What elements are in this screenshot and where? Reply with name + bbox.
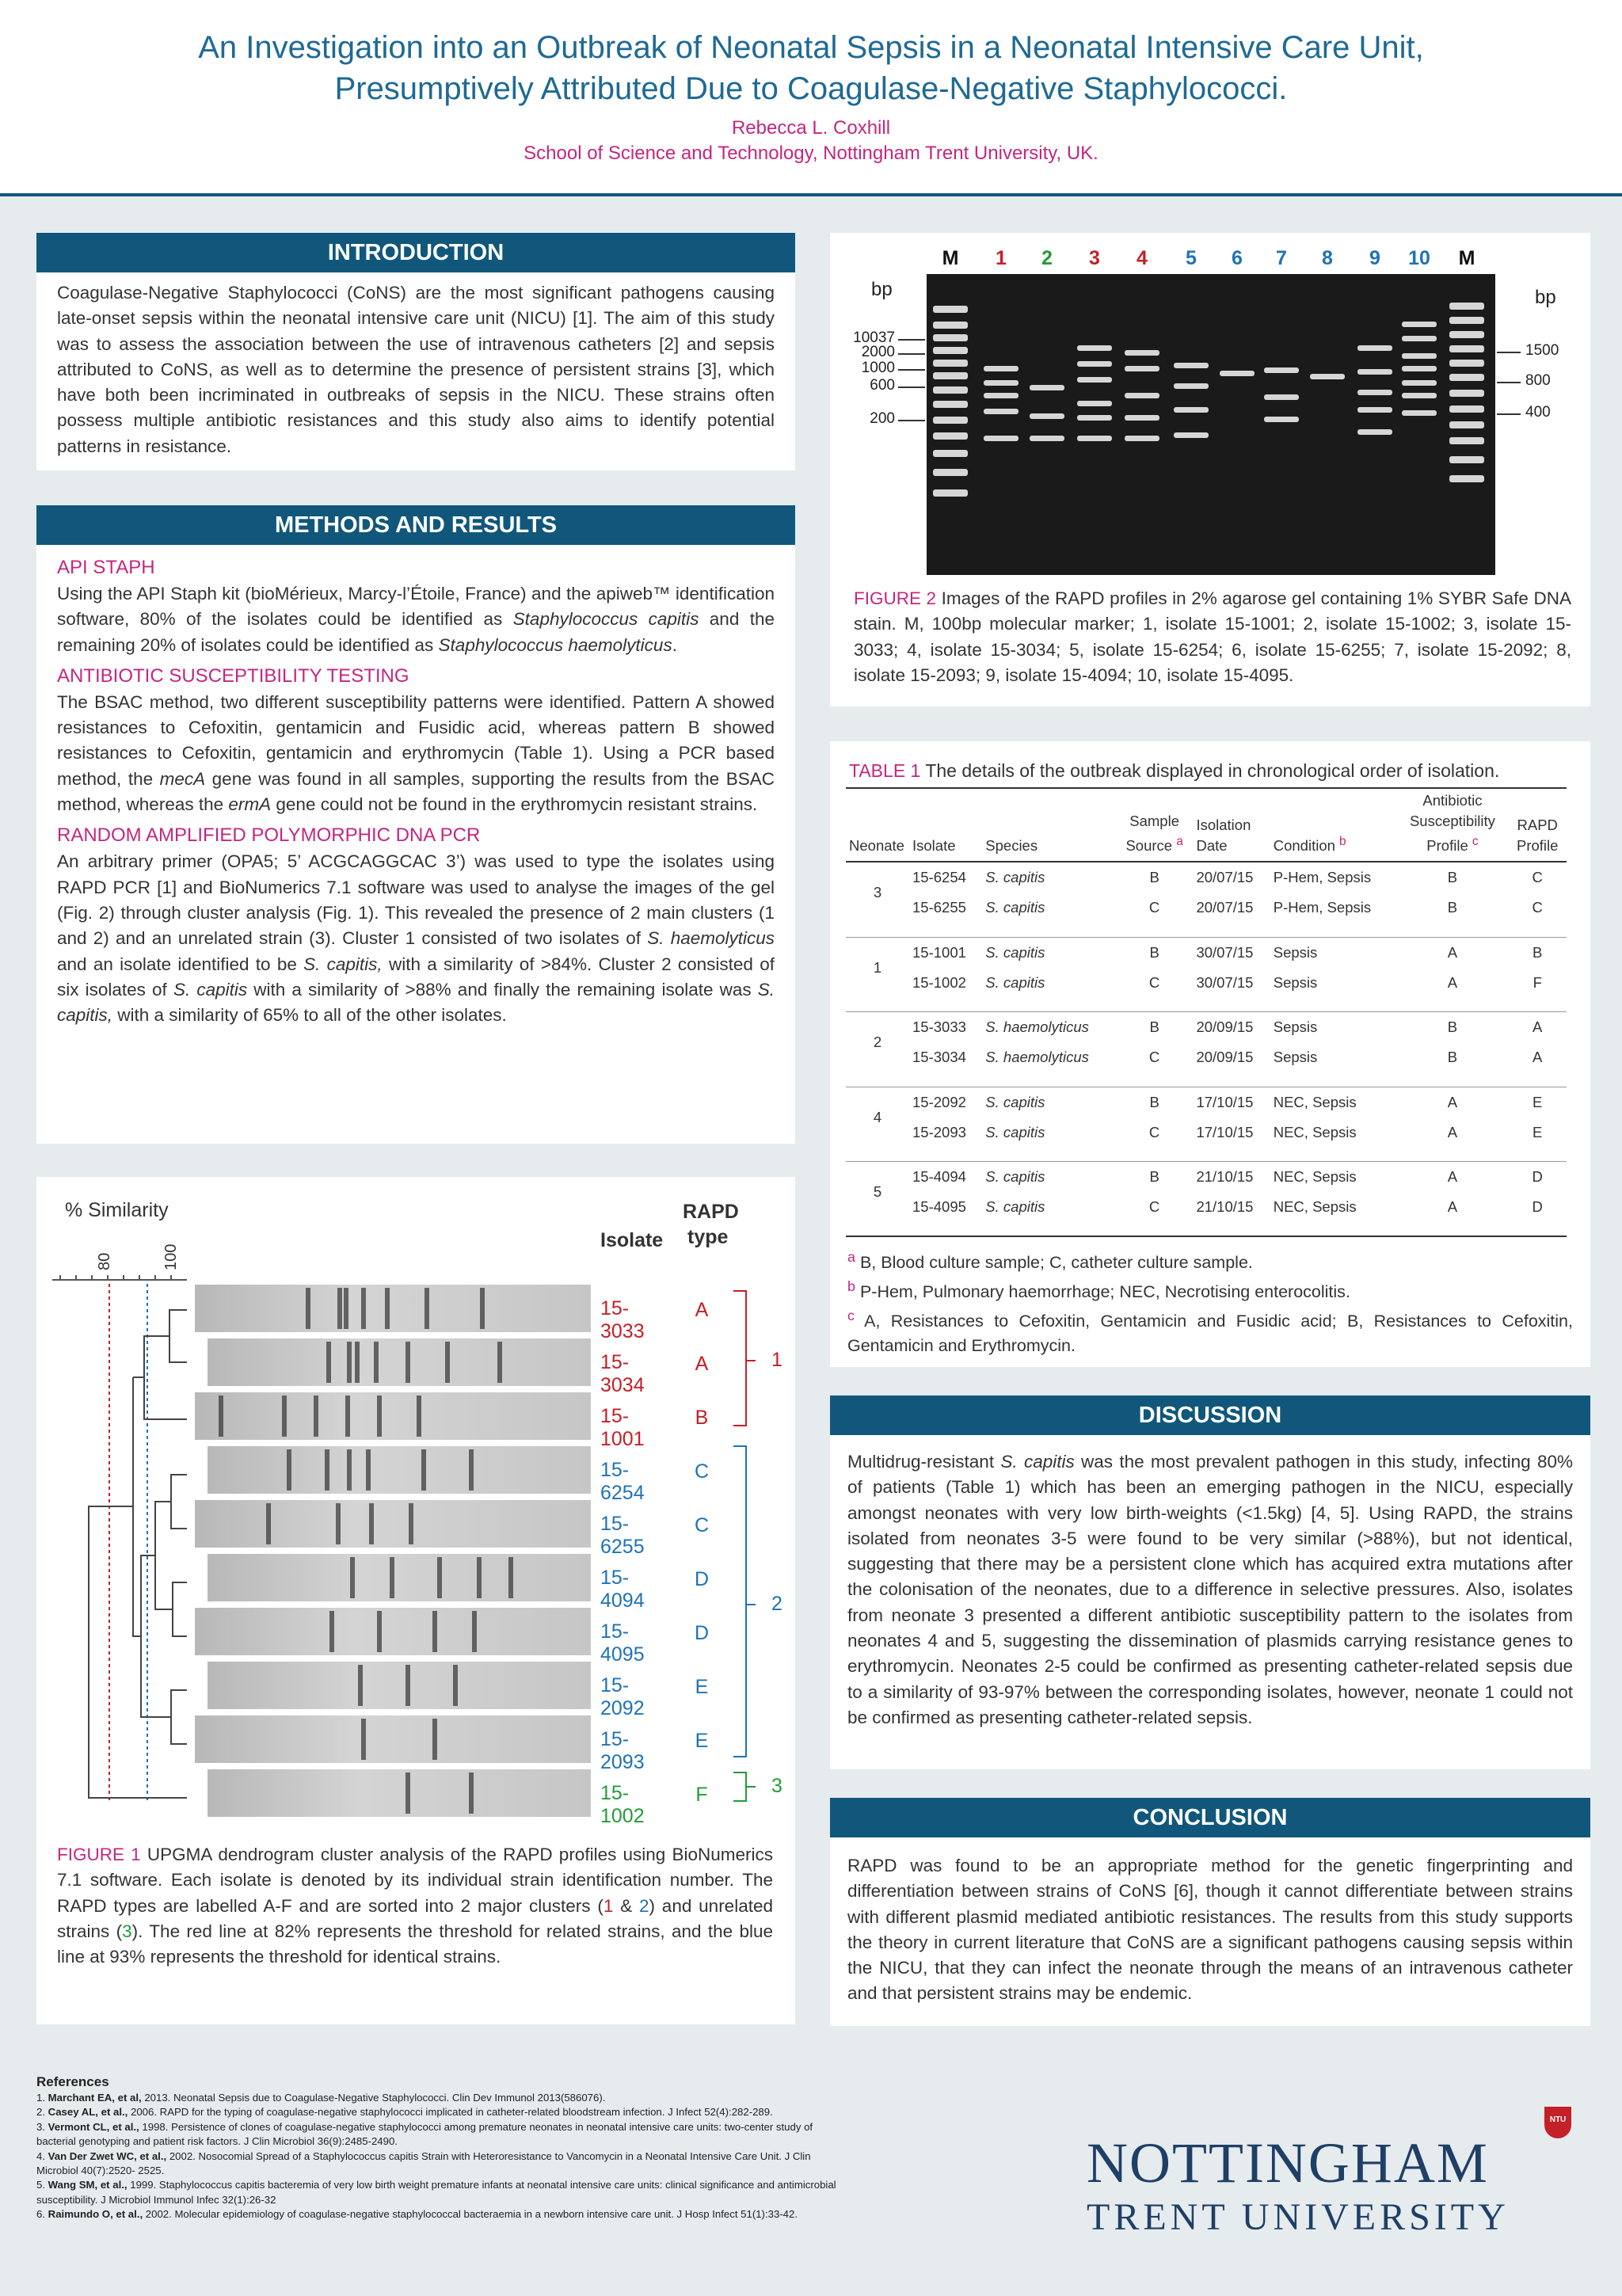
gel-band [933,386,968,394]
rapd-cell: D [1532,1168,1543,1186]
right-marker-1: 800 [1525,372,1551,389]
gel-band [1125,436,1159,441]
gel-band [933,450,968,457]
introduction-text: Coagulase-Negative Staphylococci (CoNS) are the most significant pathogens causing late-onset sepsis within the neonatal intensive care unit (NICU) [1]. The aim of this study was to assess the association between the use of intravenous catheters [2] and sepsis attributed to CoNS, as well as to determine the presence of persistent strains [3], which have both been incriminated in outbreaks of sepsis in the NICU. These strains often possess multiple antibiotic resistances and this study also aims to identify potential patterns in resistance. [57,283,775,456]
abx-cell: B [1447,1019,1458,1036]
reference-item: 5. Wang SM, et al., 1999. Staphylococcus capitis bacteremia of very low birth weight premature infants at neonatal intensive care units: clinical significance and antimicrobial susceptibility. J Microbiol Immunol Infec 32(1):26-32 [36,2179,836,2206]
figure1-caption: FIGURE 1 UPGMA dendrogram cluster analysis of the RAPD profiles using BioNumerics 7.1 software. Each isolate is denoted by its individual strain identification number. The RAPD types are labelled A-F and are sorted into 2 major clusters (1 & 2) and unrelated strains (3). The red line at 82% represents the threshold for related strains, and the blue line at 93% represents the threshold for identical strains. [57,1845,773,1967]
date-cell: 21/10/15 [1196,1168,1254,1186]
cluster-3-label: 3 [771,1775,782,1797]
group-spacer [846,1148,1567,1162]
date-cell: 17/10/15 [1196,1093,1254,1110]
gel-band [1402,322,1437,327]
table1-caption: TABLE 1 The details of the outbreak displayed in chronological order of isolation. [849,760,1500,781]
species-cell: S. capitis [985,1123,1045,1140]
gel-band [1449,331,1484,338]
date-cell: 21/10/15 [1196,1198,1254,1216]
gel-band [1449,475,1484,482]
rapd-type-label: C [694,1514,710,1536]
gel-band [1125,366,1159,371]
condition-cell: NEC, Sepsis [1273,1198,1357,1216]
rapd-type-label: A [695,1299,709,1321]
gel-band [1402,353,1437,359]
gel-band [1030,436,1064,441]
table-row [846,1162,1567,1193]
neonate-cell: 5 [873,1183,882,1201]
isolate-label: 15-2093 [600,1728,645,1773]
gel-band [1077,401,1112,406]
left-marker-0: 10037 [853,329,895,346]
gel-band [1402,380,1437,386]
table-row [846,1012,1567,1043]
source-cell: C [1148,1198,1160,1216]
table-row [846,862,1567,893]
condition-cell: Sepsis [1273,973,1318,991]
left-marker-arrow [898,339,925,341]
lane-label-3: 3 [1089,247,1100,269]
rapd-type-label: D [694,1622,710,1644]
species-cell: S. capitis [985,1198,1045,1216]
bp-left-label: bp [871,279,893,300]
gel-band [1220,371,1255,376]
gel-band [1449,390,1484,397]
abx-cell: A [1447,973,1458,991]
isolate-cell: 15-2092 [912,1093,966,1110]
gel-band [1077,361,1112,367]
species-cell: S. capitis [985,1168,1045,1186]
gel-band [1357,345,1392,351]
reference-list [36,2091,844,2222]
gel-band [933,360,968,367]
rapd-heading: RANDOM AMPLIFIED POLYMORPHIC DNA PCR [57,824,481,847]
date-cell: 20/09/15 [1196,1049,1254,1066]
gel-band [1357,429,1392,435]
outbreak-table [846,787,1567,1237]
lane-label-11: M [1458,247,1475,269]
footnote-c: $^c$ A, Resistances to Cefoxitin, Gentamicin and Fusidic acid; B, Resistances to Cefoxitin, Gentamicin and Erythromycin. [847,1308,1573,1355]
gel-band [1357,369,1392,375]
neonate-cell: 2 [873,1034,882,1051]
group-spacer [846,1072,1567,1087]
source-cell: C [1148,1123,1160,1140]
species-cell: S. capitis [985,943,1045,961]
references [36,2073,844,2222]
source-cell: B [1149,869,1159,886]
cluster-1-label: 1 [771,1349,782,1371]
rapd-cell: D [1532,1198,1543,1216]
methods-heading: METHODS AND RESULTS [36,505,795,545]
rapd-cell: A [1533,1049,1543,1066]
gel-band [1125,350,1159,356]
rapd-cell: E [1533,1093,1543,1110]
rapd-cell: E [1533,1123,1543,1140]
species-cell: S. capitis [985,899,1045,916]
gel-band [1402,410,1437,416]
isolate-label: 15-1001 [600,1405,645,1450]
isolate-label: 15-3034 [600,1351,645,1396]
references-heading: References [36,2074,109,2089]
tick-100: 100 [162,1243,180,1270]
gel-band [1077,436,1112,441]
rapd-type-label: A [695,1353,709,1375]
right-marker-arrow [1497,413,1521,415]
condition-cell: Sepsis [1273,943,1318,961]
date-cell: 20/07/15 [1196,869,1254,886]
lane-label-1: 1 [996,247,1007,269]
neonate-cell: 1 [873,958,882,976]
lane-label-5: 5 [1186,247,1197,269]
gel-band [1264,394,1299,400]
right-marker-0: 1500 [1525,342,1559,359]
rapd-cell: C [1532,869,1543,886]
gel-band [984,409,1019,414]
rapd-type-label: E [695,1676,709,1698]
discussion-heading: DISCUSSION [830,1395,1590,1435]
table-row [846,1087,1567,1118]
left-marker-arrow [898,420,925,421]
rapd-text: An arbitrary primer (OPA5; 5’ ACGCAGGCAC 3’) was used to type the isolates using RAPD PCR [1] and BioNumerics 7.1 software was used to analyse the images of the gel (Fig. 2) through cluster analysis (Fig. 1). This revealed the presence of 2 main clusters (1 and 2) and an unrelated strain (3). Cluster 1 consisted of two isolates of S. haemolyticus and an isolate identified to be S. capitis, with a similarity of >84%. Cluster 2 consisted of six isolates of S. capitis with a similarity of >88% and finally the remaining isolate was S. capitis, with a similarity of 65% to all of the other isolates. [57,851,775,1026]
th-rapd-profile: RAPD Profile [1516,817,1559,855]
conclusion-panel [830,1798,1590,2026]
gel-band [1357,390,1392,395]
lane-label-4: 4 [1137,247,1148,269]
rapd-cell: A [1533,1019,1543,1036]
ast-heading: ANTIBIOTIC SUSCEPTIBILITY TESTING [57,664,409,687]
th-neonate: Neonate [849,837,904,855]
lane-labels [830,233,1590,272]
footnote-a: $^a$ B, Blood culture sample; C, catheter culture sample. [847,1249,1253,1273]
gel-band [933,469,968,476]
gel-band [1264,417,1299,422]
reference-item: 2. Casey AL, et al., 2006. RAPD for the typing of coagulase-negative staphylococci implicated in catheter-related bloodstream infection. J Infect 52(4):282-289. [36,2106,773,2119]
source-cell: B [1149,1168,1159,1186]
api-staph-heading: API STAPH [57,557,155,578]
rapd-cell: B [1533,943,1543,961]
left-marker-arrow [898,353,925,355]
ast-text: The BSAC method, two different susceptibility patterns were identified. Pattern A showed resistances to Cefoxitin, gentamicin and Fusidic acid, whereas pattern B showed resistances to Cefoxitin, gentamicin and erythromycin (Table 1). Using a PCR based method, the mecA gene was found in all samples, supporting the results from the BSAC method, whereas the ermA gene could not be found in the erythromycin resistant strains. [57,691,775,815]
gel-band [1449,303,1484,310]
poster-header [0,0,1622,196]
table-row [846,1042,1567,1072]
logo-line-1: NOTTINGHAM [1087,2131,1489,2195]
reference-item: 6. Raimundo O, et al., 2002. Molecular epidemiology of coagulase-negative staphylococcal bacteraemia in a newborn intensive care unit. J Hosp Infect 51(1):33-42. [36,2208,798,2221]
gel-band [1449,317,1484,324]
gel-band [1402,366,1437,371]
gel-band [933,432,968,440]
gel-band [1449,374,1484,381]
cluster-brackets [36,1177,795,1826]
gel-band [984,436,1019,441]
gel-band [1125,415,1159,421]
poster-title: An Investigation into an Outbreak of Neonatal Sepsis in a Neonatal Intensive Care Unit, Presumptively Attributed Due to Coagulase-Negative Staphylococci. [198,30,1424,106]
lane-label-9: 9 [1369,247,1380,269]
date-cell: 20/07/15 [1196,899,1254,916]
condition-cell: Sepsis [1273,1049,1318,1066]
gel-band [1402,393,1437,398]
group-spacer [846,923,1567,937]
table-row [846,1192,1567,1222]
abx-cell: B [1447,869,1458,886]
table-row [846,937,1567,968]
discussion-panel [830,1395,1590,1769]
gel-band [1174,383,1209,389]
figure2-panel [830,233,1590,706]
footnote-b: $^b$ P-Hem, Pulmonary haemorrhage; NEC, Necrotising enterocolitis. [847,1278,1350,1302]
gel-band [1449,406,1484,413]
lane-label-6: 6 [1232,247,1243,269]
figure1-panel [36,1177,795,2024]
conclusion-heading: CONCLUSION [830,1798,1590,1837]
condition-cell: NEC, Sepsis [1273,1123,1357,1140]
isolate-cell: 15-2093 [912,1123,966,1140]
source-cell: B [1149,943,1159,961]
ntu-badge: NTU [1544,2107,1571,2138]
th-species: Species [985,837,1038,855]
date-cell: 17/10/15 [1196,1123,1254,1140]
isolate-cell: 15-3033 [912,1019,966,1036]
left-marker-2: 1000 [861,360,895,376]
group-spacer [846,1222,1567,1236]
source-cell: B [1149,1019,1159,1036]
th-isolation-date: Isolation Date [1196,817,1251,855]
rapd-type-label: B [695,1407,709,1429]
neonate-group [846,1012,1567,1087]
gel-band [933,347,968,354]
gel-band [933,372,968,379]
isolate-label: 15-4095 [600,1620,645,1666]
species-cell: S. capitis [985,869,1045,886]
left-marker-1: 2000 [861,344,895,360]
gel-band [1449,437,1484,444]
discussion-text: Multidrug-resistant S. capitis was the most prevalent pathogen in this study, infecting 80% of patients (Table 1) which has been an emerging pathogen in the NICU, especially amongst neonates with very low birth-weights (<1.5kg) [4, 5]. Using RAPD, the strains isolated from neonates 3-5 were found to be very similar (>88%), but not identical, suggesting that there may be a persistent clone which has acquired extra mutations after the colonisation of the neonates, due to a difference in selective pressures. Also, isolates from neonate 3 presented a different antibiotic susceptibility pattern to the isolates from neonates 4 and 5, suggesting the dissemination of plasmids carrying resistance genes to erythromycin. Neonates 2-5 could be confirmed as presenting catheter-related sepsis due to a similarity of 93-97% between the corresponding isolates, however, neonate 1 could not be confirmed as presenting catheter-related sepsis. [847,1452,1573,1727]
date-cell: 30/07/15 [1196,943,1254,961]
gel-band [1077,377,1112,383]
gel-band [1357,407,1392,413]
neonate-group [846,937,1567,1012]
isolate-header: Isolate [600,1229,664,1251]
isolate-label: 15-3033 [600,1297,645,1342]
species-cell: S. capitis [985,1093,1045,1110]
neonate-cell: 4 [873,1108,882,1125]
conclusion-text: RAPD was found to be an appropriate method for the genetic fingerprinting and differentiation between strains of CoNS [6], though it cannot differentiate between strains with different plasmid mediated antibiotic resistances. The results from this study supports the theory in current literature that CoNS are a significant pathogens causing sepsis within the NICU, that they can infect the neonate through the means of an intravenous catheter and that persistent strains may be endemic. [847,1856,1573,2004]
rapd-type-label: E [695,1730,709,1752]
gel-band [1174,407,1209,413]
condition-cell: NEC, Sepsis [1273,1168,1357,1186]
isolate-label: 15-6254 [600,1459,645,1504]
gel-band [1449,345,1484,352]
isolate-cell: 15-1001 [912,943,966,961]
condition-cell: Sepsis [1273,1019,1318,1036]
species-cell: S. capitis [985,973,1045,991]
abx-cell: A [1447,1093,1458,1110]
lane-label-8: 8 [1322,247,1333,269]
gel-band [1402,336,1437,341]
affiliation: School of Science and Technology, Nottingham Trent University, UK. [524,143,1098,164]
isolate-label: 15-1002 [600,1782,645,1827]
similarity-label: % Similarity [65,1199,169,1221]
group-spacer [846,998,1567,1012]
gel-band [933,334,968,341]
lane-label-7: 7 [1276,247,1287,269]
th-antibiotic-profile: Antibiotic Susceptibility Profile $^c$ [1409,792,1495,855]
condition-cell: P-Hem, Sepsis [1273,869,1372,886]
source-cell: B [1149,1093,1159,1110]
isolate-cell: 15-4094 [912,1168,966,1186]
rapd-type-label: F [695,1784,708,1806]
gel-band [1174,432,1209,438]
cluster-2-label: 2 [771,1593,782,1615]
left-marker-3: 600 [870,377,895,394]
isolate-label: 15-6255 [600,1513,645,1558]
gel-image [927,274,1495,575]
left-marker-arrow [898,386,925,388]
reference-item: 3. Vermont CL, et al., 1998. Persistence of clones of coagulase-negative staphylococci among premature neonates in neonatal intensive care units: two-center study of bacterial genotyping and patient risk factors. J Clin Microbiol 36(9):2485-2490. [36,2120,813,2148]
source-cell: C [1148,973,1160,991]
lane-label-2: 2 [1041,247,1053,269]
reference-item: 1. Marchant EA, et al, 2013. Neonatal Sepsis due to Coagulase-Negative Staphylococci. Clin Dev Immunol 2013(586076). [36,2092,606,2104]
gel-band [984,393,1019,398]
rapd-type-label: C [694,1460,710,1483]
neonate-group [846,862,1567,937]
right-marker-2: 400 [1525,404,1551,421]
neonate-group [846,1087,1567,1162]
figure2-caption: FIGURE 2 Images of the RAPD profiles in 2% agarose gel containing 1% SYBR Safe DNA stain. M, 100bp molecular marker; 1, isolate 15-1001; 2, isolate 15-1002; 3, isolate 15-3033; 4, isolate 15-3034; 5, isolate 15-6254; 6, isolate 15-6255; 7, isolate 15-2092; 8, isolate 15-2093; 9, isolate 15-4094; 10, isolate 15-4095. [854,588,1571,685]
abx-cell: A [1447,1168,1458,1186]
condition-cell: P-Hem, Sepsis [1273,899,1372,916]
gel-band [933,417,968,424]
author: Rebecca L. Coxhill [731,117,891,139]
gel-band [933,401,968,408]
left-marker-4: 200 [870,410,895,427]
abx-cell: A [1447,1198,1458,1216]
rapd-header-2: type [687,1226,729,1248]
gel-band [1449,421,1484,428]
lane-label-0: M [942,247,959,269]
table1-panel [830,741,1590,1367]
isolate-label: 15-2092 [600,1674,645,1719]
left-marker-arrow [898,369,925,371]
rapd-cell: C [1532,899,1543,916]
methods-panel [36,505,795,1144]
gel-band [1449,360,1484,367]
ntu-logo [1077,2107,1584,2241]
th-condition: Condition $^b$ [1273,835,1346,855]
gel-band [1449,456,1484,463]
isolate-cell: 15-4095 [912,1198,966,1216]
date-cell: 20/09/15 [1196,1019,1254,1036]
rapd-cell: F [1533,973,1542,991]
logo-line-2: TRENT UNIVERSITY [1087,2196,1510,2238]
species-cell: S. haemolyticus [985,1049,1089,1066]
condition-cell: NEC, Sepsis [1273,1093,1357,1110]
rapd-header-1: RAPD [683,1201,739,1223]
introduction-heading: INTRODUCTION [36,233,795,272]
table-row [846,968,1567,998]
source-cell: C [1148,899,1160,916]
abx-cell: A [1447,943,1458,961]
table1-footnotes [830,1237,1590,1357]
bp-right-label: bp [1535,287,1556,308]
abx-cell: B [1447,1049,1458,1066]
isolate-cell: 15-3034 [912,1049,966,1066]
gel-band [1077,415,1112,421]
isolate-cell: 15-6254 [912,869,966,886]
gel-band [1264,367,1299,373]
gel-band [984,380,1019,386]
gel-band [1030,413,1064,419]
rapd-type-label: D [694,1568,710,1590]
neonate-group [846,1162,1567,1237]
source-cell: C [1148,1049,1160,1066]
isolate-label: 15-4094 [600,1567,645,1612]
api-staph-text: Using the API Staph kit (bioMérieux, Marcy-l’Étoile, France) and the apiweb™ identification software, 80% of the isolates could be identified as Staphylococcus capitis and the remaining 20% of isolates could be identified as Staphylococcus haemolyticus. [57,584,775,655]
tick-80: 80 [96,1252,113,1270]
gel-band [933,306,968,313]
gel-band [1125,393,1159,398]
neonate-cell: 3 [873,884,882,901]
gel-band [1174,363,1209,368]
isolate-cell: 15-6255 [912,899,966,916]
date-cell: 30/07/15 [1196,973,1254,991]
table-row [846,893,1567,923]
gel-band [1077,345,1112,351]
reference-item: 4. Van Der Zwet WC, et al., 2002. Nosocomial Spread of a Staphylococcus capitis Strain with Heteroresistance to Vancomycin in a Neonatal Intensive Care Unit. J Clin Microbiol 40(7):2520- 2525. [36,2149,811,2177]
isolate-cell: 15-1002 [912,973,966,991]
th-isolate: Isolate [912,837,956,855]
th-sample-source: Sample Source $^a$ [1125,813,1183,855]
lane-label-10: 10 [1408,247,1430,269]
gel-band [933,489,968,497]
gel-band [933,322,968,329]
introduction-panel [36,233,795,470]
right-marker-arrow [1497,352,1521,353]
abx-cell: B [1447,899,1458,916]
species-cell: S. haemolyticus [985,1019,1089,1036]
table-row [846,1118,1567,1148]
right-marker-arrow [1497,382,1521,383]
gel-band [1310,374,1345,379]
abx-cell: A [1447,1123,1458,1140]
gel-band [984,366,1019,371]
gel-band [1030,385,1064,390]
